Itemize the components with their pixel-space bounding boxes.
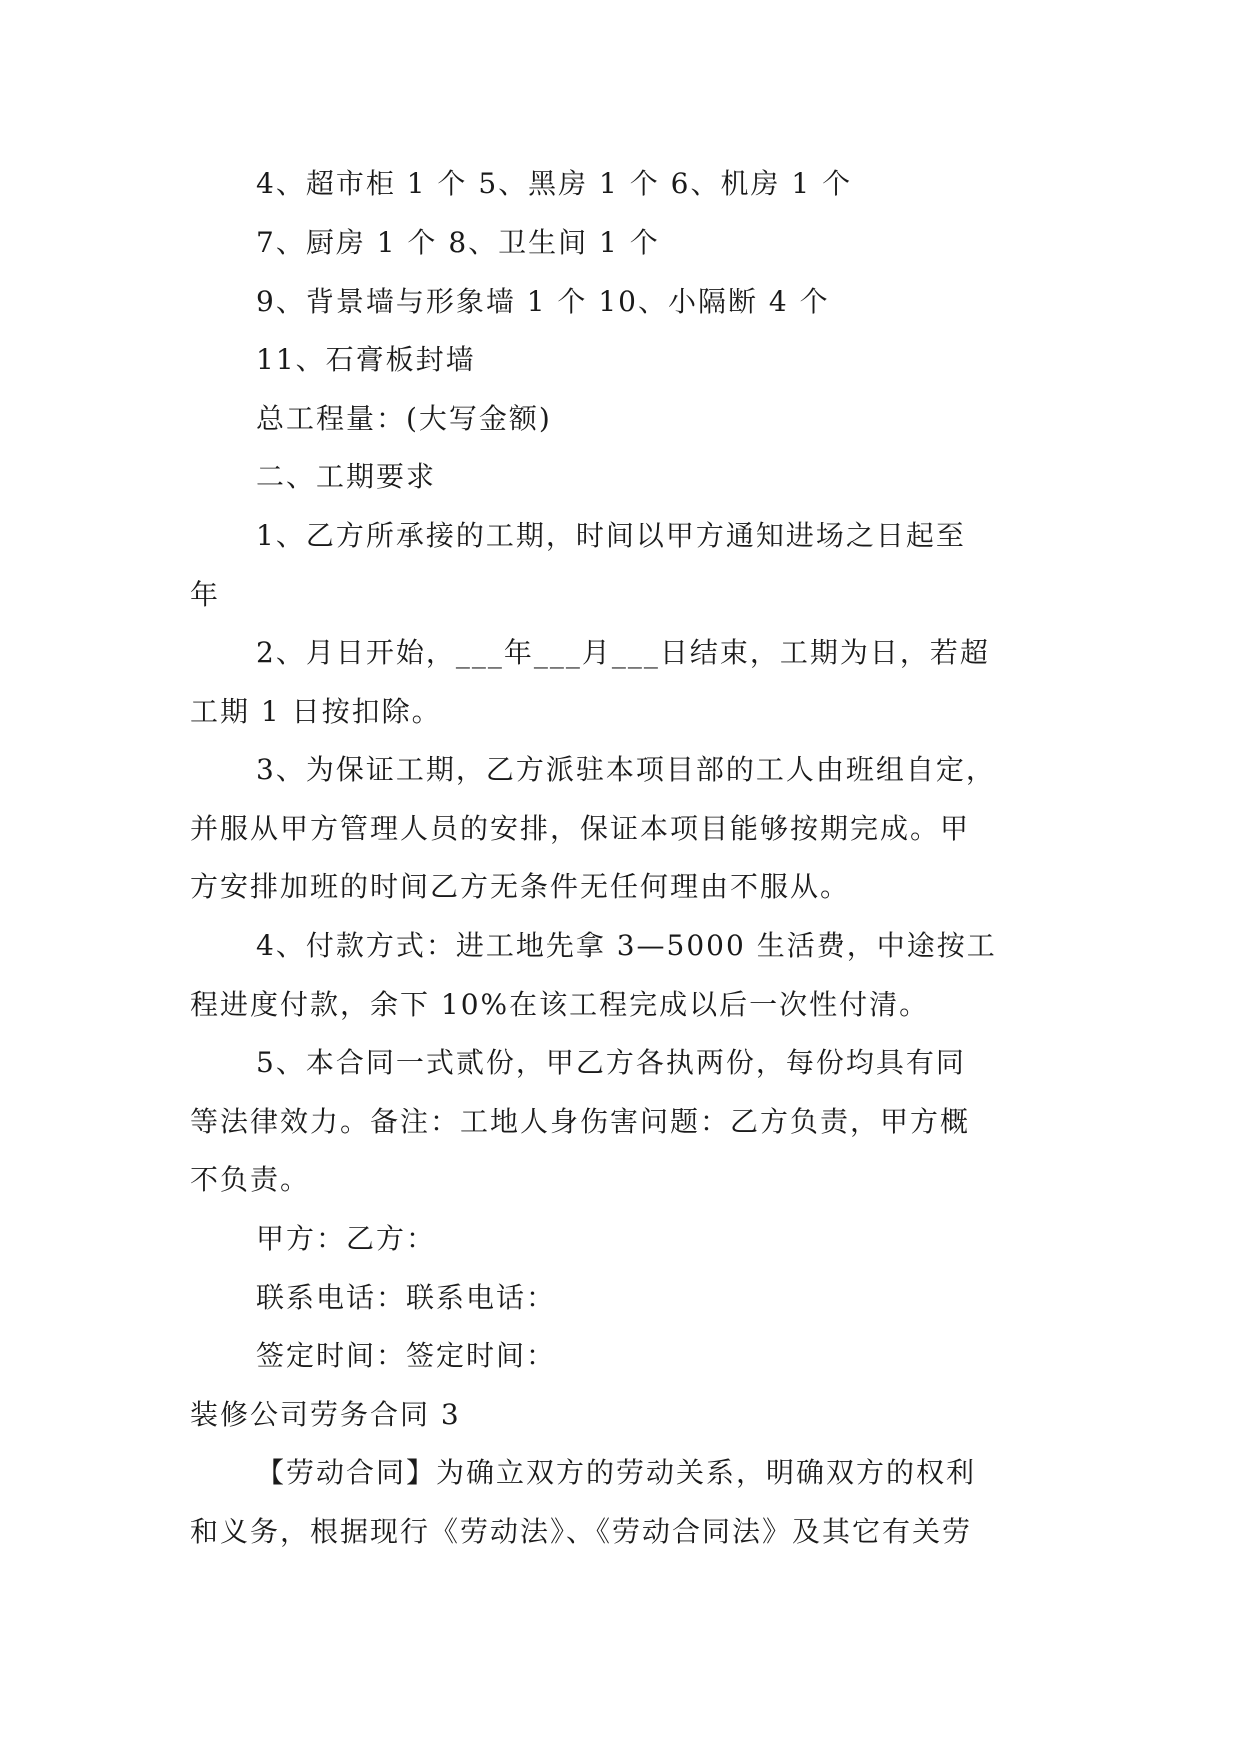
text-line: 11、石膏板封墙 [256,343,476,376]
text-line: 7、厨房 1 个 8、卫生间 1 个 [256,226,660,259]
text-line: 2、月日开始，___年___月___日结束，工期为日，若超 [256,636,990,669]
text-line: 9、背景墙与形象墙 1 个 10、小隔断 4 个 [256,285,830,318]
text-line: 方安排加班的时间乙方无条件无任何理由不服从。 [190,870,851,903]
signature-line: 签定时间：签定时间： [256,1339,557,1372]
text-line: 4、付款方式：进工地先拿 3—5000 生活费，中途按工 [256,929,997,962]
text-line: 并服从甲方管理人员的安排，保证本项目能够按期完成。甲 [190,812,971,845]
text-line: 等法律效力。备注：工地人身伤害问题：乙方负责，甲方概 [190,1105,971,1138]
section-heading: 二、工期要求 [256,460,437,493]
text-line: 年 [190,578,221,611]
signature-line: 甲方：乙方： [256,1222,437,1255]
signature-line: 联系电话：联系电话： [256,1281,557,1314]
text-line: 程进度付款，余下 10%在该工程完成以后一次性付清。 [190,988,930,1021]
text-line: 不负责。 [190,1163,311,1196]
document-title: 装修公司劳务合同 3 [190,1398,461,1431]
text-line: 总工程量：(大写金额) [256,402,552,435]
text-line: 5、本合同一式贰份，甲乙方各执两份，每份均具有同 [256,1046,966,1079]
text-line: 工期 1 日按扣除。 [190,695,442,728]
text-line: 和义务，根据现行《劳动法》、《劳动合同法》及其它有关劳 [190,1515,973,1548]
text-line: 3、为保证工期，乙方派驻本项目部的工人由班组自定， [256,753,996,786]
text-line: 4、超市柜 1 个 5、黑房 1 个 6、机房 1 个 [256,167,853,200]
text-line: 1、乙方所承接的工期，时间以甲方通知进场之日起至 [256,519,966,552]
text-line: 【劳动合同】为确立双方的劳动关系，明确双方的权利 [256,1456,977,1489]
